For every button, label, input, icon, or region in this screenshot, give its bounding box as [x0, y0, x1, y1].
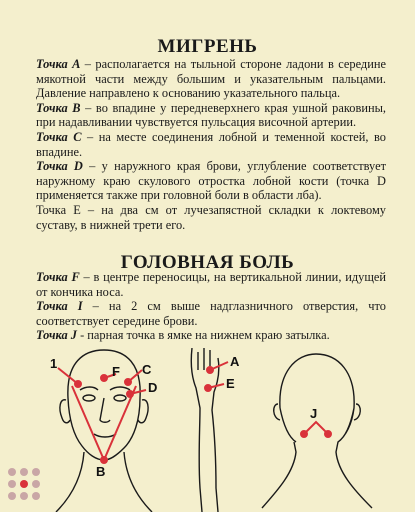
back-head-outline	[262, 354, 372, 508]
entry-point-f	[36, 270, 386, 299]
point-description: – во впадине у передневерхнего края ушной раковины, при надавливании чувствуется пульсация височной артерии.	[36, 100, 386, 130]
label-f: F	[112, 364, 120, 379]
back-head-markers	[301, 422, 331, 437]
mouth	[94, 434, 116, 437]
arm-markers	[205, 362, 228, 391]
label-j: J	[310, 406, 318, 421]
front-head-markers	[58, 368, 146, 463]
point-1-dot	[75, 381, 81, 387]
point-label: Точка I	[36, 299, 83, 314]
entry-point-j	[36, 328, 386, 343]
point-d-dot	[127, 391, 133, 397]
point-description: – располагается на тыльной стороне ладони в середине мякотной части между большим и указательным пальцами. Давление направлено к основанию указательного пальца.	[36, 57, 386, 101]
publisher-dots-logo	[6, 466, 42, 502]
point-e-dot	[205, 385, 211, 391]
back-head-figure	[262, 354, 372, 508]
point-description: Точка E – на два см от лучезапястной складки к локтевому суставу, в нижней трети его.	[36, 202, 386, 232]
right-brow	[110, 387, 130, 390]
point-a-dot	[207, 367, 213, 373]
left-brow	[80, 387, 98, 390]
point-description: – на 2 см выше надглазничного отверстия, что соответствует середине брови.	[36, 299, 386, 328]
right-eye	[114, 395, 126, 401]
left-eye	[83, 395, 95, 401]
point-j-right-dot	[325, 431, 331, 437]
nose	[100, 398, 110, 422]
point-description: – на месте соединения лобной и теменной костей, во впадине.	[36, 129, 386, 159]
point-f-dot	[101, 375, 107, 381]
point-c-dot	[125, 379, 131, 385]
label-a: A	[230, 354, 240, 369]
section-title-migraine: МИГРЕНЬ	[157, 36, 258, 57]
label-c: C	[142, 362, 152, 377]
label-d: D	[148, 380, 158, 395]
label-b: B	[96, 464, 106, 479]
entry-point-b	[36, 101, 386, 130]
point-b-dot	[101, 457, 107, 463]
entry-point-c	[36, 130, 386, 159]
point-description: – в центре переносицы, на вертикальной линии, идущей от кончика носа.	[36, 270, 386, 299]
migraine-text-block	[36, 57, 386, 232]
arm-figure	[191, 348, 219, 512]
point-label: Точка C	[36, 129, 82, 144]
point-j-left-dot	[301, 431, 307, 437]
entry-point-a	[36, 57, 386, 101]
marker-lines-j	[304, 422, 328, 434]
entry-point-d	[36, 159, 386, 203]
point-description: - парная точка в ямке на нижнем краю затылка.	[76, 328, 330, 343]
point-description: – у наружного края брови, углубление соответствует наружному краю скулового отростка лобной кости (точка D применяется также при головной боли в области лба).	[36, 159, 386, 203]
acupressure-illustration	[0, 348, 415, 512]
point-label: Точка J	[36, 328, 77, 343]
point-label: Точка B	[36, 100, 81, 115]
point-label: Точка D	[36, 159, 83, 174]
entry-point-e	[36, 203, 386, 232]
entry-point-i	[36, 299, 386, 328]
label-1: 1	[50, 356, 58, 371]
headache-text-block	[36, 270, 386, 343]
point-label: Точка F	[36, 270, 80, 284]
face-outline	[68, 350, 140, 460]
point-label: Точка A	[36, 57, 81, 71]
label-e: E	[226, 376, 235, 391]
section-title-headache: ГОЛОВНАЯ БОЛЬ	[120, 252, 295, 273]
arm-outline	[191, 348, 219, 512]
